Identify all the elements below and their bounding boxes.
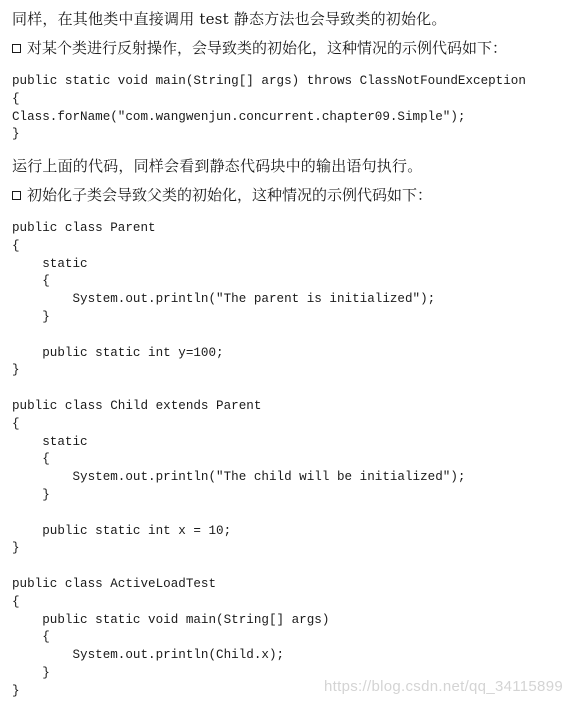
bullet-item-subclass [12,185,432,205]
watermark-url: https://blog.csdn.net/qq_34115899 [324,678,563,695]
checkbox-bullet-icon [12,191,21,200]
bullet-text-reflection: 对某个类进行反射操作，会导致类的初始化，这种情况的示例代码如下： [27,39,508,57]
intro-paragraph: 同样，在其他类中直接调用 test 静态方法也会导致类的初始化。 [12,10,447,28]
bullet-item-reflection [12,38,507,58]
bullet-text-subclass: 初始化子类会导致父类的初始化，这种情况的示例代码如下： [27,186,433,204]
code-block-subclass: public class Parent { static { System.out.println("The parent is initialized"); } public static int y=100; } public class Child extends Parent { static { System.out.println("The child will be initialized"); } public static int x = 10; } public class ActiveLoadTest { public static void main(String[] args) { System.out.println(Child.x); } } [12,221,466,698]
checkbox-bullet-icon [12,44,21,53]
after-code-paragraph: 运行上面的代码，同样会看到静态代码块中的输出语句执行。 [12,157,423,175]
code-block-reflection: public static void main(String[] args) throws ClassNotFoundException { Class.forName("com.wangwenjun.concurrent.chapter09.Simple"); } [12,74,526,142]
